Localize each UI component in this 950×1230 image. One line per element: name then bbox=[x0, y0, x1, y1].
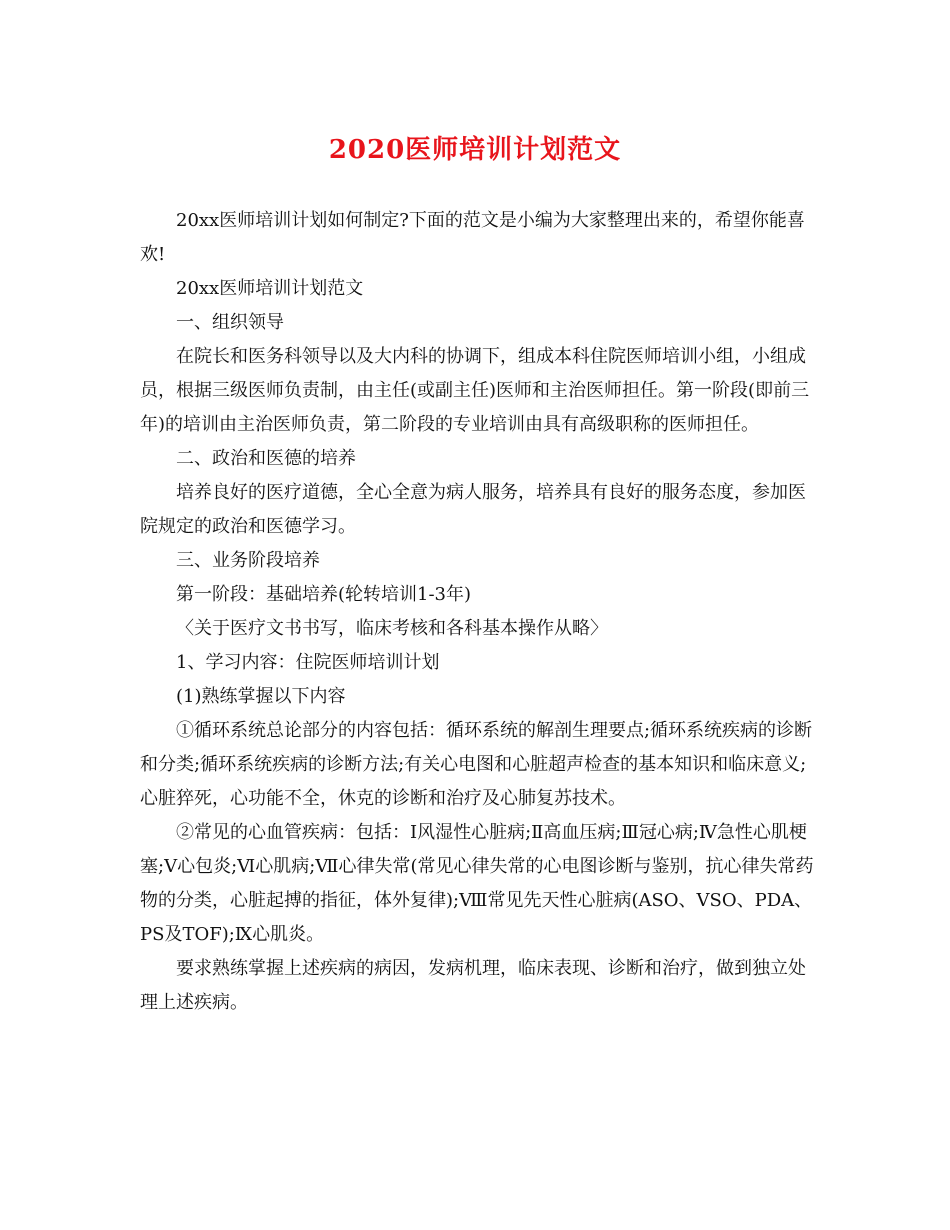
paragraph-stage-one: 第一阶段：基础培养(轮转培训1-3年) bbox=[176, 584, 472, 605]
paragraph-organization: 在院长和医务科领导以及大内科的协调下，组成本科住院医师培训小组，小组成员，根据三级医师负责制，由主任(或副主任)医师和主治医师担任。第一阶段(即前三年)的培训由主治医师负责，第二阶段的专业培训由具有高级职称的医师担任。 bbox=[140, 346, 810, 435]
paragraph-study-content: 1、学习内容：住院医师培训计划 bbox=[176, 652, 440, 673]
section-heading-organization: 一、组织领导 bbox=[176, 312, 284, 333]
paragraph-note: 〈关于医疗文书书写，临床考核和各科基本操作从略〉 bbox=[176, 618, 608, 639]
paragraph-circulatory-overview: ①循环系统总论部分的内容包括：循环系统的解剖生理要点;循环系统疾病的诊断和分类;循环系统疾病的诊断方法;有关心电图和心脏超声检查的基本知识和临床意义;心脏猝死，心功能不全，休克的诊断和治疗及心肺复苏技术。 bbox=[140, 720, 813, 809]
paragraph-ethics: 培养良好的医疗道德，全心全意为病人服务，培养具有良好的服务态度，参加医院规定的政治和医德学习。 bbox=[140, 482, 806, 537]
section-heading-ethics: 二、政治和医德的培养 bbox=[176, 448, 356, 469]
paragraph-intro: 20xx医师培训计划如何制定?下面的范文是小编为大家整理出来的，希望你能喜欢! bbox=[140, 210, 805, 265]
paragraph-requirements: 要求熟练掌握上述疾病的病因，发病机理，临床表现、诊断和治疗，做到独立处理上述疾病。 bbox=[140, 958, 806, 1013]
document-body bbox=[140, 204, 816, 1020]
paragraph-cardiovascular-diseases: ②常见的心血管疾病：包括：Ⅰ风湿性心脏病;Ⅱ高血压病;Ⅲ冠心病;Ⅳ急性心肌梗塞;Ⅴ心包炎;Ⅵ心肌病;Ⅶ心律失常(常见心律失常的心电图诊断与鉴别，抗心律失常药物的分类，心脏起搏的指征，体外复律);Ⅷ常见先天性心脏病(ASO、VSO、PDA、PS及TOF);Ⅸ心肌炎。 bbox=[140, 822, 814, 945]
paragraph-master-items: (1)熟练掌握以下内容 bbox=[176, 686, 346, 707]
paragraph-subtitle: 20xx医师培训计划范文 bbox=[176, 278, 364, 299]
document-title: 2020医师培训计划范文 bbox=[328, 135, 622, 165]
section-heading-stages: 三、业务阶段培养 bbox=[176, 550, 320, 571]
